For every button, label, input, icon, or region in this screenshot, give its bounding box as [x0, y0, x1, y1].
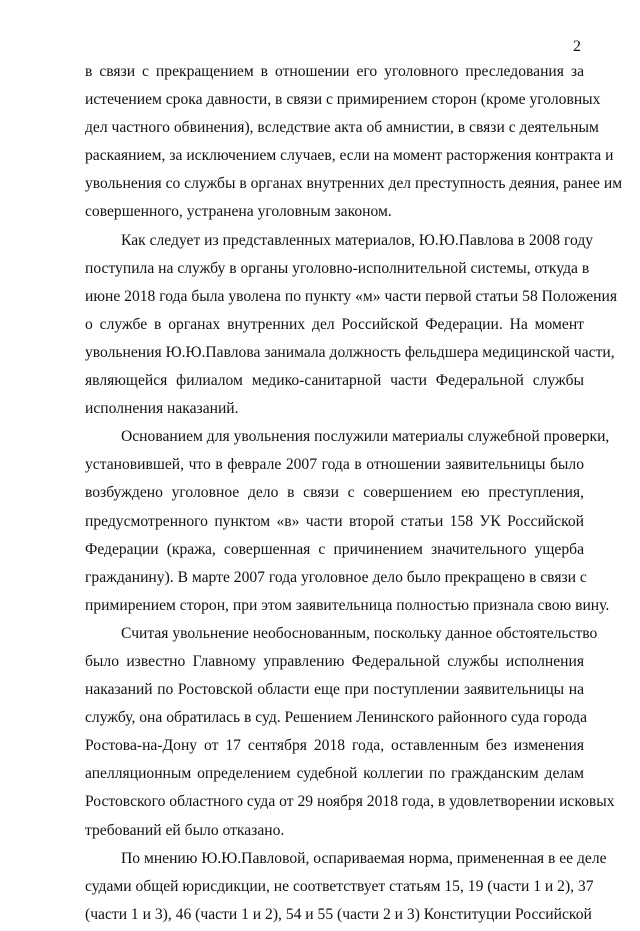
text-line: увольнения со службы в органах внутренних дел преступность деяния, ранее им: [85, 175, 623, 193]
document-body: [85, 60, 623, 931]
text-line: (части 1 и 3), 46 (части 1 и 2), 54 и 55 (части 2 и 3) Конституции Российской: [85, 905, 592, 923]
text-line: о службе в органах внутренних дел Российской Федерации. На момент: [85, 315, 584, 333]
text-line: совершенного, устранена уголовным законом.: [85, 203, 392, 221]
text-line: Считая увольнение необоснованным, поскольку данное обстоятельство: [121, 624, 598, 642]
text-line: гражданину). В марте 2007 года уголовное дело было прекращено в связи с: [85, 568, 587, 586]
text-line: Федерации (кража, совершенная с причинением значительного ущерба: [85, 540, 584, 558]
text-line: раскаянием, за исключением случаев, если на момент расторжения контракта и: [85, 147, 614, 165]
paragraph: [85, 847, 607, 931]
paragraph: [85, 229, 618, 426]
text-line: являющейся филиалом медико-санитарной части Федеральной службы: [85, 372, 584, 390]
text-line: Ростовского областного суда от 29 ноября 2018 года, в удовлетворении исковых: [85, 793, 615, 811]
text-line: истечением срока давности, в связи с примирением сторон (кроме уголовных: [85, 91, 601, 109]
text-line: апелляционным определением судебной коллегии по гражданским делам: [85, 765, 584, 783]
text-line: службу, она обратилась в суд. Решением Ленинского районного суда города: [85, 709, 588, 727]
paragraph: [85, 425, 610, 622]
text-line: увольнения Ю.Ю.Павлова занимала должность фельдшера медицинской части,: [85, 343, 615, 361]
text-line: дел частного обвинения), вследствие акта об амнистии, в связи с деятельным: [85, 119, 599, 137]
text-line: в связи с прекращением в отношении его уголовного преследования за: [85, 63, 584, 80]
paragraph: [85, 622, 615, 847]
text-line: установившей, что в феврале 2007 года в отношении заявительницы было: [85, 456, 584, 474]
text-line: было известно Главному управлению Федеральной службы исполнения: [85, 652, 584, 670]
text-line: предусмотренного пунктом «в» части второй статьи 158 УК Российской: [85, 512, 584, 530]
text-line: По мнению Ю.Ю.Павловой, оспариваемая норма, примененная в ее деле: [121, 849, 607, 867]
text-line: требований ей было отказано.: [85, 821, 285, 839]
text-line: Ростова-на-Дону от 17 сентября 2018 года, оставленным без изменения: [85, 737, 584, 755]
text-line: судами общей юрисдикции, не соответствует статьям 15, 19 (части 1 и 2), 37: [85, 877, 594, 895]
paragraph: [85, 60, 623, 229]
text-line: примирением сторон, при этом заявительница полностью признала свою вину.: [85, 596, 610, 614]
text-line: поступила на службу в органы уголовно-исполнительной системы, откуда в: [85, 259, 590, 277]
text-line: июне 2018 года была уволена по пункту «м» части первой статьи 58 Положения: [85, 287, 618, 305]
text-line: Как следует из представленных материалов, Ю.Ю.Павлова в 2008 году: [121, 231, 594, 249]
page-number: 2: [573, 38, 581, 55]
text-line: возбуждено уголовное дело в связи с совершением ею преступления,: [85, 484, 584, 502]
text-line: исполнения наказаний.: [85, 400, 239, 418]
text-line: наказаний по Ростовской области еще при поступлении заявительницы на: [85, 681, 584, 699]
text-line: Основанием для увольнения послужили материалы служебной проверки,: [121, 428, 610, 446]
